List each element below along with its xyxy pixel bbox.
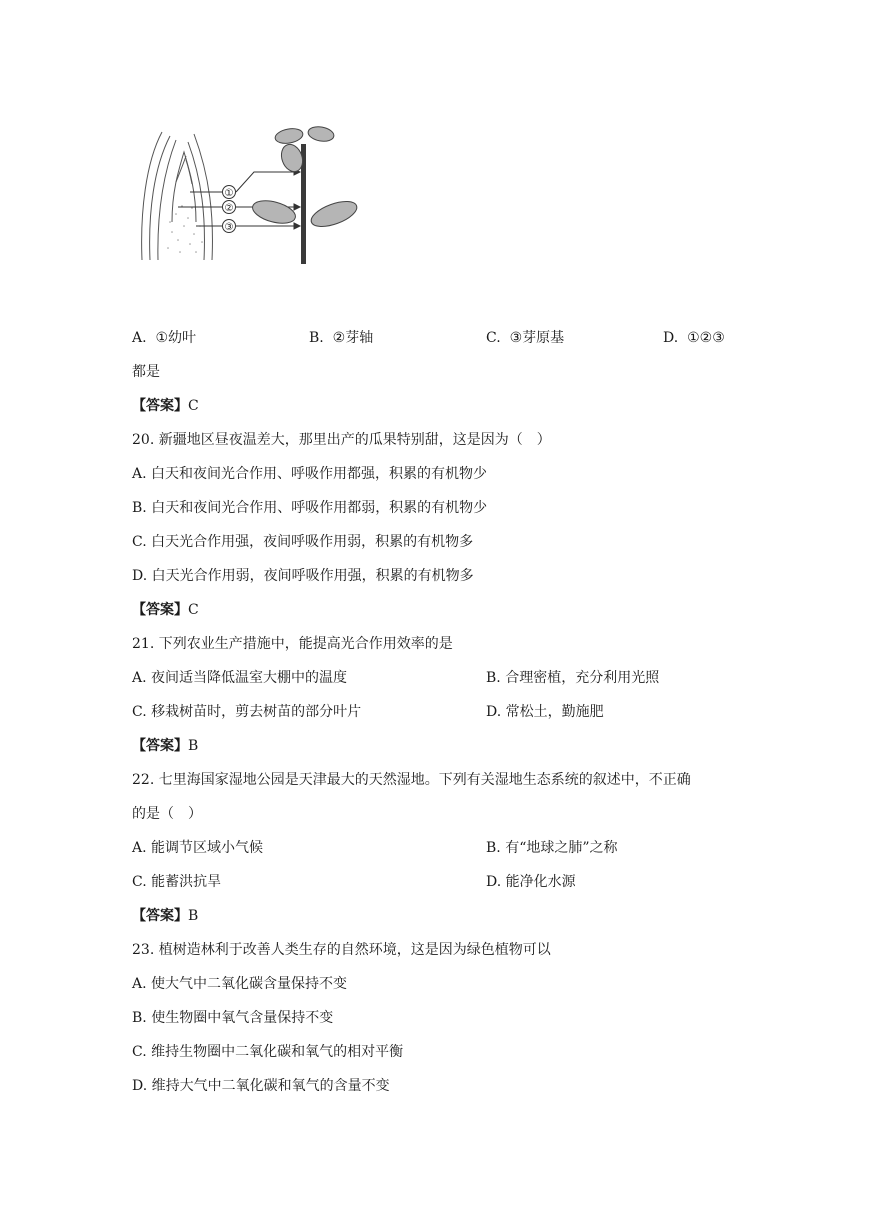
q23-option-a: A. 使大气中二氧化碳含量保持不变 [132, 976, 348, 992]
q19-option-d [663, 328, 725, 348]
q23-stem: 23. 植树造林利于改善人类生存的自然环境，这是因为绿色植物可以 [132, 942, 551, 958]
q21-answer [132, 736, 198, 756]
answer-label: 【答案】 [132, 602, 188, 618]
q21-option-c: C. 移栽树苗时，剪去树苗的部分叶片 [132, 704, 362, 720]
option-text: ①幼叶 [155, 330, 197, 346]
shoot-illustration [250, 125, 360, 264]
answer-label: 【答案】 [132, 908, 188, 924]
q20-stem: 20. 新疆地区昼夜温差大，那里出产的瓜果特别甜，这是因为（ ） [132, 432, 551, 448]
q19-option-b [309, 328, 373, 348]
q22-option-b: B. 有“地球之肺”之称 [486, 840, 618, 856]
label-2: ② [224, 203, 234, 214]
option-text: ②芽轴 [332, 330, 374, 346]
option-text: ③芽原基 [509, 330, 565, 346]
q20-answer [132, 600, 199, 620]
q19-option-d-continued: 都是 [132, 364, 160, 380]
q22-stem-line1: 22. 七里海国家湿地公园是天津最大的天然湿地。下列有关湿地生态系统的叙述中，不正确 [132, 772, 691, 788]
bud-section-illustration [142, 132, 213, 260]
answer-value: C [188, 398, 199, 414]
q20-option-d: D. 白天光合作用弱，夜间呼吸作用强，积累的有机物多 [132, 568, 474, 584]
q20-option-a: A. 白天和夜间光合作用、呼吸作用都强，积累的有机物少 [132, 466, 488, 482]
option-text: ①②③ [687, 330, 725, 346]
option-letter: A. [132, 330, 147, 346]
answer-value: C [188, 602, 199, 618]
option-letter: D. [663, 330, 679, 346]
q21-option-d: D. 常松土，勤施肥 [486, 704, 604, 720]
answer-value: B [188, 908, 199, 924]
q22-option-d: D. 能净化水源 [486, 874, 576, 890]
bud-shoot-figure [132, 122, 362, 264]
q21-option-a: A. 夜间适当降低温室大棚中的温度 [132, 670, 348, 686]
q22-answer [132, 906, 198, 926]
answer-label: 【答案】 [132, 398, 188, 414]
q20-option-b: B. 白天和夜间光合作用、呼吸作用都弱，积累的有机物少 [132, 500, 488, 516]
option-letter: B. [309, 330, 324, 346]
q22-option-c: C. 能蓄洪抗旱 [132, 874, 222, 890]
q22-stem-line2: 的是（ ） [132, 806, 202, 822]
q20-option-c: C. 白天光合作用强，夜间呼吸作用弱，积累的有机物多 [132, 534, 474, 550]
label-1: ① [224, 188, 234, 199]
q21-stem: 21. 下列农业生产措施中，能提高光合作用效率的是 [132, 636, 453, 652]
q19-option-c [486, 328, 564, 348]
q23-option-b: B. 使生物圈中氧气含量保持不变 [132, 1010, 334, 1026]
q23-option-c: C. 维持生物圈中二氧化碳和氧气的相对平衡 [132, 1044, 404, 1060]
answer-value: B [188, 738, 199, 754]
answer-label: 【答案】 [132, 738, 188, 754]
q21-option-b: B. 合理密植，充分利用光照 [486, 670, 660, 686]
q22-option-a: A. 能调节区域小气候 [132, 840, 264, 856]
label-3: ③ [224, 222, 234, 233]
q19-answer [132, 396, 199, 416]
q19-option-a [132, 328, 196, 348]
q23-option-d: D. 维持大气中二氧化碳和氧气的含量不变 [132, 1078, 390, 1094]
option-letter: C. [486, 330, 501, 346]
